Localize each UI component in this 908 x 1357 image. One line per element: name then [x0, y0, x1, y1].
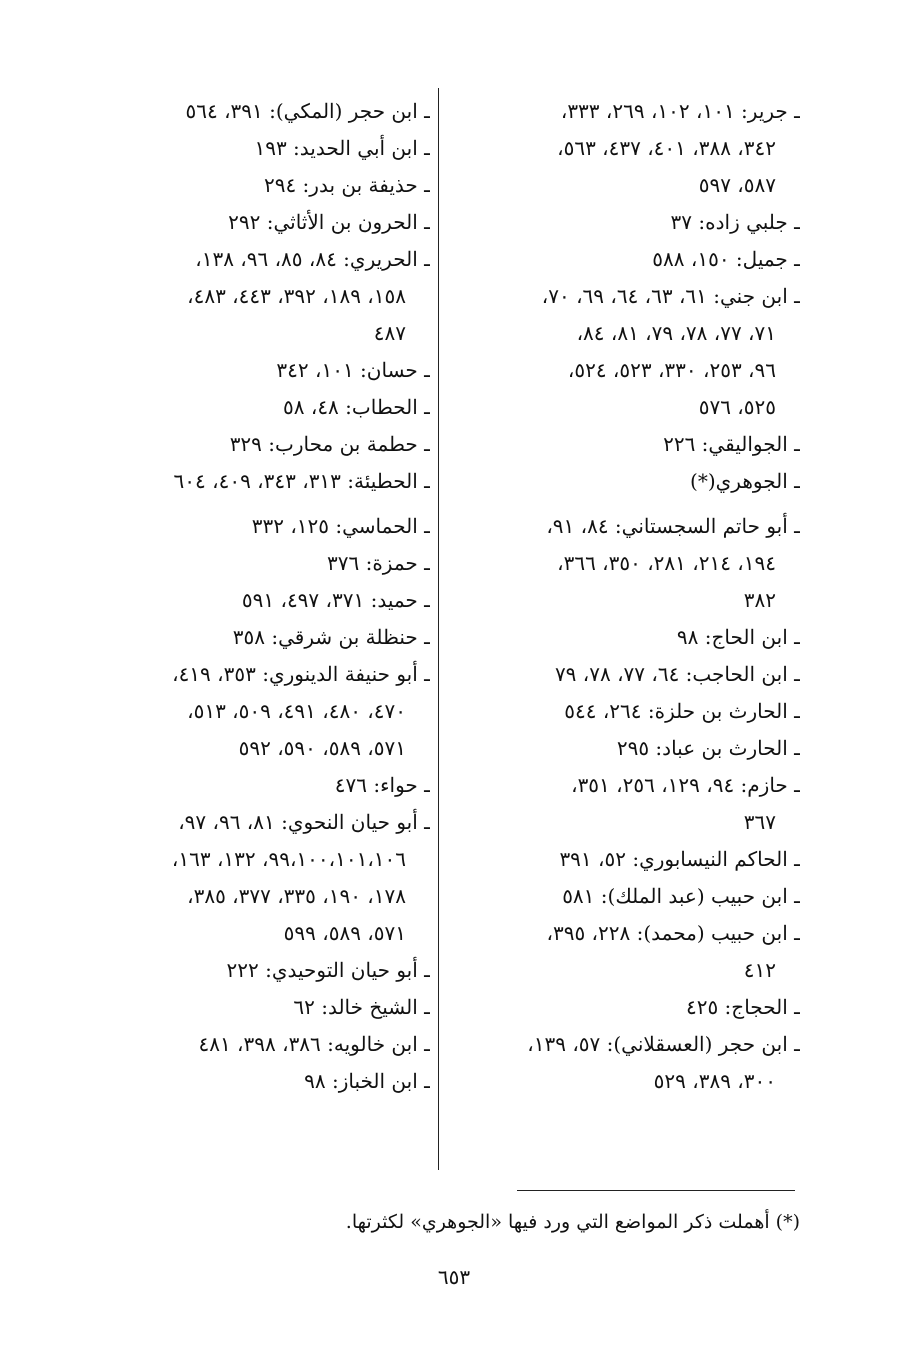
index-entry-line: ـ الحاكم النيسابوري: ٥٢، ٣٩١	[559, 847, 800, 871]
index-entry	[95, 426, 430, 463]
index-entry	[470, 767, 800, 841]
index-entry-line: ـ الحارث بن عباد: ٢٩٥	[616, 736, 800, 760]
index-entry-line: ٣٨٢	[743, 588, 776, 612]
index-entry-line: ٤٧٠، ٤٨٠، ٤٩١، ٥٠٩، ٥١٣،	[187, 699, 406, 723]
index-entry	[95, 1026, 430, 1063]
index-entry	[95, 241, 430, 352]
index-entry-line: ـ الحجاج: ٤٢٥	[685, 995, 800, 1019]
index-entry-line: ـ الجوهري(*)	[690, 469, 800, 493]
index-entry-line: ١٩٤، ٢١٤، ٢٨١، ٣٥٠، ٣٦٦،	[557, 551, 776, 575]
index-entry	[95, 1063, 430, 1100]
index-entry-line: ٧١، ٧٧، ٧٨، ٧٩، ٨١، ٨٤،	[576, 321, 776, 345]
index-entry	[470, 989, 800, 1026]
index-entry-line: ـ حواء: ٤٧٦	[334, 773, 430, 797]
index-entry	[470, 619, 800, 656]
index-entry	[95, 204, 430, 241]
index-entry-line: ـ حازم: ٩٤، ١٢٩، ٢٥٦، ٣٥١،	[571, 773, 800, 797]
index-entry-line: ـ ابن حبيب (محمد): ٢٢٨، ٣٩٥،	[546, 921, 800, 945]
index-entry-line: ٩٩،١٠٠،١٠١،١٠٦، ١٣٢، ١٦٣،	[171, 847, 406, 871]
index-entry	[470, 841, 800, 878]
footnote: (*) أهملت ذكر المواضع التي ورد فيها «الجوهري» لكثرتها.	[345, 1211, 800, 1233]
index-entry-line: ١٧٨، ١٩٠، ٣٣٥، ٣٧٧، ٣٨٥،	[187, 884, 406, 908]
index-column-left	[95, 93, 430, 1100]
index-entry-line: ـ حنظلة بن شرقي: ٣٥٨	[232, 625, 430, 649]
index-entry-line: ـ الحريري: ٨٤، ٨٥، ٩٦، ١٣٨،	[195, 247, 430, 271]
index-entry	[470, 463, 800, 500]
index-entry-line: ـ ابن أبي الحديد: ١٩٣	[254, 136, 430, 160]
index-entry-line: ـ جميل: ١٥٠، ٥٨٨	[652, 247, 800, 271]
index-entry-line: ـ حسان: ١٠١، ٣٤٢	[276, 358, 430, 382]
index-entry-line: ـ ابن حجر (المكي): ٣٩١، ٥٦٤	[185, 99, 430, 123]
index-entry-line: ٣٤٢، ٣٨٨، ٤٠١، ٤٣٧، ٥٦٣،	[557, 136, 776, 160]
index-entry-line: ـ ابن الحاجب: ٦٤، ٧٧، ٧٨، ٧٩	[554, 662, 800, 686]
index-entry-line: ـ ابن حجر (العسقلاني): ٥٧، ١٣٩،	[527, 1032, 800, 1056]
index-entry-line: ٥٢٥، ٥٧٦	[698, 395, 776, 419]
index-entry-line: ٥٧١، ٥٨٩، ٥٩٩	[283, 921, 406, 945]
page-number: ٦٥٣	[437, 1265, 471, 1289]
index-entry	[470, 915, 800, 989]
index-entry	[95, 989, 430, 1026]
index-entry-line: ـ أبو حنيفة الدينوري: ٣٥٣، ٤١٩،	[172, 662, 430, 686]
index-entry-line: ـ الشيخ خالد: ٦٢	[293, 995, 430, 1019]
index-entry	[470, 656, 800, 693]
index-entry	[95, 545, 430, 582]
index-entry	[95, 804, 430, 952]
index-entry-line: ـ حميد: ٣٧١، ٤٩٧، ٥٩١	[241, 588, 430, 612]
index-entry	[95, 93, 430, 130]
index-entry	[470, 1026, 800, 1100]
index-entry-line: ـ الحرون بن الأثاثي: ٢٩٢	[228, 210, 430, 234]
index-entry-line: ـ ابن خالويه: ٣٨٦، ٣٩٨، ٤٨١	[198, 1032, 430, 1056]
index-entry-line: ٣٠٠، ٣٨٩، ٥٢٩	[653, 1069, 776, 1093]
index-entry	[470, 426, 800, 463]
index-entry-line: ـ أبو حيان التوحيدي: ٢٢٢	[226, 958, 430, 982]
index-entry	[95, 130, 430, 167]
index-entry-line: ـ أبو حاتم السجستاني: ٨٤، ٩١،	[546, 514, 800, 538]
index-entry	[470, 278, 800, 426]
index-entry-line: ٩٦، ٢٥٣، ٣٣٠، ٥٢٣، ٥٢٤،	[567, 358, 776, 382]
index-entry	[95, 508, 430, 545]
index-entry-line: ـ ابن الحاج: ٩٨	[676, 625, 800, 649]
index-entry	[95, 656, 430, 767]
index-entry-line: ـ ابن حبيب (عبد الملك): ٥٨١	[562, 884, 800, 908]
index-entry	[470, 878, 800, 915]
index-entry	[470, 241, 800, 278]
index-entry	[470, 693, 800, 730]
index-entry-line: ـ الحطاب: ٤٨، ٥٨	[283, 395, 430, 419]
index-entry-line: ٤١٢	[743, 958, 776, 982]
index-entry-line: ـ الحماسي: ١٢٥، ٣٣٢	[251, 514, 430, 538]
index-entry-line: ٤٨٧	[373, 321, 406, 345]
column-divider	[438, 88, 439, 1170]
index-entry	[95, 952, 430, 989]
index-entry	[95, 352, 430, 389]
index-entry-line: ـ الحطيئة: ٣١٣، ٣٤٣، ٤٠٩، ٦٠٤	[173, 469, 430, 493]
index-entry-line: ـ أبو حيان النحوي: ٨١، ٩٦، ٩٧،	[178, 810, 430, 834]
index-entry-line: ١٥٨، ١٨٩، ٣٩٢، ٤٤٣، ٤٨٣،	[187, 284, 406, 308]
index-entry-line: ـ جلبي زاده: ٣٧	[670, 210, 800, 234]
index-entry-line: ـ حطمة بن محارب: ٣٢٩	[229, 432, 430, 456]
index-entry-line: ـ ابن جني: ٦١، ٦٣، ٦٤، ٦٩، ٧٠،	[541, 284, 800, 308]
index-entry-line: ـ الجواليقي: ٢٢٦	[663, 432, 800, 456]
index-entry	[95, 463, 430, 500]
index-entry-line: ـ جرير: ١٠١، ١٠٢، ٢٦٩، ٣٣٣،	[560, 99, 800, 123]
index-entry	[95, 767, 430, 804]
index-entry-line: ـ ابن الخباز: ٩٨	[304, 1069, 430, 1093]
index-entry	[95, 582, 430, 619]
index-entry-line: ـ حذيفة بن بدر: ٢٩٤	[263, 173, 430, 197]
index-entry	[470, 508, 800, 619]
index-entry	[470, 730, 800, 767]
index-entry	[95, 619, 430, 656]
index-entry-line: ٣٦٧	[743, 810, 776, 834]
index-entry	[95, 167, 430, 204]
index-entry-line: ـ الحارث بن حلزة: ٢٦٤، ٥٤٤	[564, 699, 800, 723]
index-entry-line: ٥٨٧، ٥٩٧	[698, 173, 776, 197]
index-entry	[470, 204, 800, 241]
index-entry-line: ـ حمزة: ٣٧٦	[327, 551, 430, 575]
footnote-rule	[517, 1190, 795, 1191]
index-column-right	[470, 93, 800, 1100]
index-entry	[470, 93, 800, 204]
index-entry	[95, 389, 430, 426]
index-entry-line: ٥٧١، ٥٨٩، ٥٩٠، ٥٩٢	[238, 736, 406, 760]
